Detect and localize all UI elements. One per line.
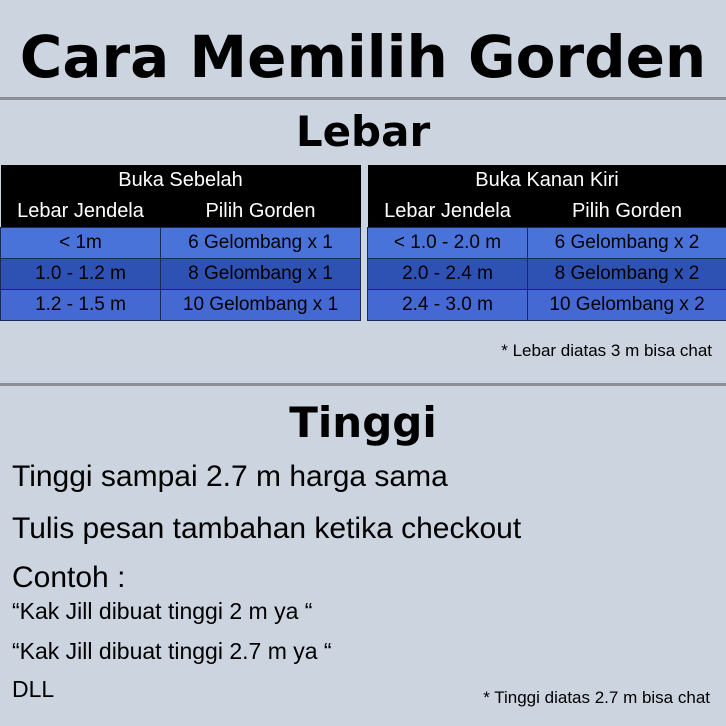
cell-lebar: < 1m xyxy=(1,228,161,259)
cell-gorden: 8 Gelombang x 2 xyxy=(528,259,726,290)
group-header: Buka Sebelah xyxy=(1,165,361,196)
cell-gorden: 8 Gelombang x 1 xyxy=(161,259,361,290)
lebar-note: * Lebar diatas 3 m bisa chat xyxy=(501,341,712,360)
example-label: Contoh : xyxy=(12,561,126,594)
column-header-lebar-jendela: Lebar Jendela xyxy=(1,196,161,228)
table-row xyxy=(1,290,361,321)
tinggi-line: Tinggi sampai 2.7 m harga sama xyxy=(12,460,448,493)
dll-line: DLL xyxy=(12,676,55,702)
cell-lebar: 2.4 - 3.0 m xyxy=(368,290,528,321)
page-title: Cara Memilih Gorden xyxy=(19,23,707,91)
table-buka-kanan-kiri xyxy=(367,165,726,321)
cell-lebar: < 1.0 - 2.0 m xyxy=(368,228,528,259)
instruction-line: Tulis pesan tambahan ketika checkout xyxy=(12,512,522,545)
table-row xyxy=(368,259,726,290)
lebar-heading: Lebar xyxy=(295,107,431,156)
cell-lebar: 2.0 - 2.4 m xyxy=(368,259,528,290)
column-header-pilih-gorden: Pilih Gorden xyxy=(528,196,726,228)
example-line: “Kak Jill dibuat tinggi 2 m ya “ xyxy=(12,598,313,624)
cell-gorden: 10 Gelombang x 2 xyxy=(528,290,726,321)
column-header-pilih-gorden: Pilih Gorden xyxy=(161,196,361,228)
cell-lebar: 1.0 - 1.2 m xyxy=(1,259,161,290)
table-buka-sebelah xyxy=(0,165,361,321)
table-row xyxy=(1,259,361,290)
column-header-lebar-jendela: Lebar Jendela xyxy=(368,196,528,228)
table-row xyxy=(1,228,361,259)
table-row xyxy=(368,228,726,259)
divider-top xyxy=(0,97,726,100)
cell-lebar: 1.2 - 1.5 m xyxy=(1,290,161,321)
cell-gorden: 6 Gelombang x 1 xyxy=(161,228,361,259)
cell-gorden: 6 Gelombang x 2 xyxy=(528,228,726,259)
cell-gorden: 10 Gelombang x 1 xyxy=(161,290,361,321)
table-row xyxy=(368,290,726,321)
tinggi-heading: Tinggi xyxy=(289,398,437,447)
example-line: “Kak Jill dibuat tinggi 2.7 m ya “ xyxy=(12,638,332,664)
tinggi-note: * Tinggi diatas 2.7 m bisa chat xyxy=(483,688,710,707)
divider-middle xyxy=(0,383,726,386)
group-header: Buka Kanan Kiri xyxy=(368,165,726,196)
